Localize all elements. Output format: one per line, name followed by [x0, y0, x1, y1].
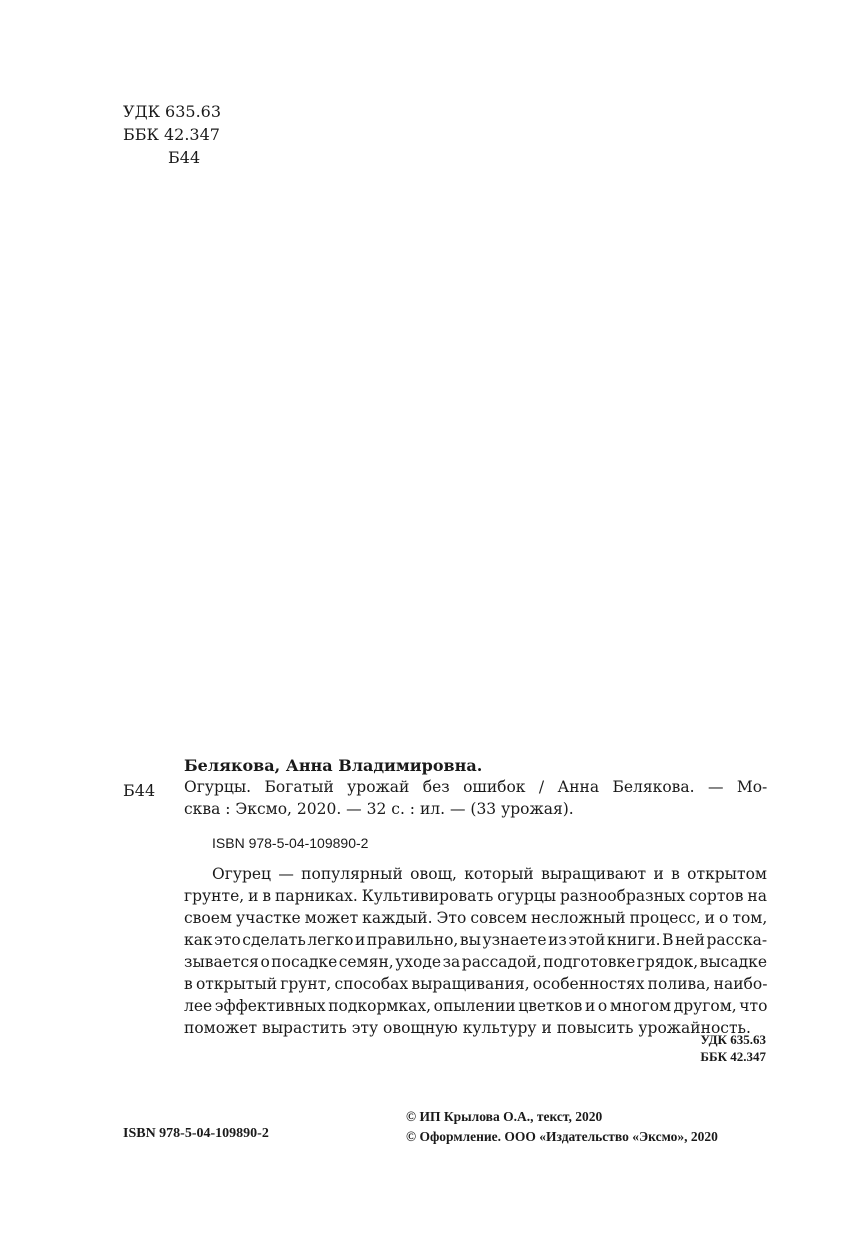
record-author: Белякова, Анна Владимировна. — [184, 756, 483, 775]
record-author-mark: Б44 — [123, 781, 156, 800]
footer-isbn: ISBN 978-5-04-109890-2 — [123, 1126, 269, 1141]
annotation-line: грунте, и в парниках. Культивировать огурцы разнообразных сортов на — [184, 887, 767, 905]
top-bbk: ББК 42.347 — [123, 125, 220, 144]
bib-line: Огурцы. Богатый урожай без ошибок / Анна Белякова. — Мо- — [184, 778, 768, 796]
record-bbk: ББК 42.347 — [700, 1049, 766, 1064]
annotation-line: поможет вырастить эту овощную культуру и повысить урожайность. — [184, 1019, 751, 1037]
annotation-line: в открытый грунт, способах выращивания, особенностях полива, наибо- — [184, 975, 768, 993]
annotation-line: зывается о посадке семян, уходе за рассадой, подготовке грядок, высадке — [184, 953, 767, 971]
bib-line: сква : Эксмо, 2020. — 32 с. : ил. — (33 урожая). — [184, 800, 574, 818]
annotation — [184, 863, 767, 1039]
top-author-mark: Б44 — [168, 148, 201, 167]
copyright-line: © Оформление. ООО «Издательство «Эксмо», 2020 — [406, 1129, 718, 1144]
annotation-line: Огурец — популярный овощ, который выращивают и в открытом — [212, 865, 767, 883]
record-isbn: ISBN 978-5-04-109890-2 — [212, 835, 369, 851]
copyright-block — [406, 1107, 718, 1147]
annotation-line: как это сделать легко и правильно, вы узнаете из этой книги. В ней расска- — [184, 931, 768, 949]
annotation-line: своем участке может каждый. Это совсем несложный процесс, и о том, — [184, 909, 768, 927]
annotation-line: лее эффективных подкормках, опылении цветков и о многом другом, что — [184, 997, 768, 1015]
top-udk: УДК 635.63 — [123, 102, 222, 121]
copyright-line: © ИП Крылова О.А., текст, 2020 — [406, 1109, 603, 1124]
bib-description — [184, 776, 767, 820]
record-udk: УДК 635.63 — [700, 1032, 766, 1047]
